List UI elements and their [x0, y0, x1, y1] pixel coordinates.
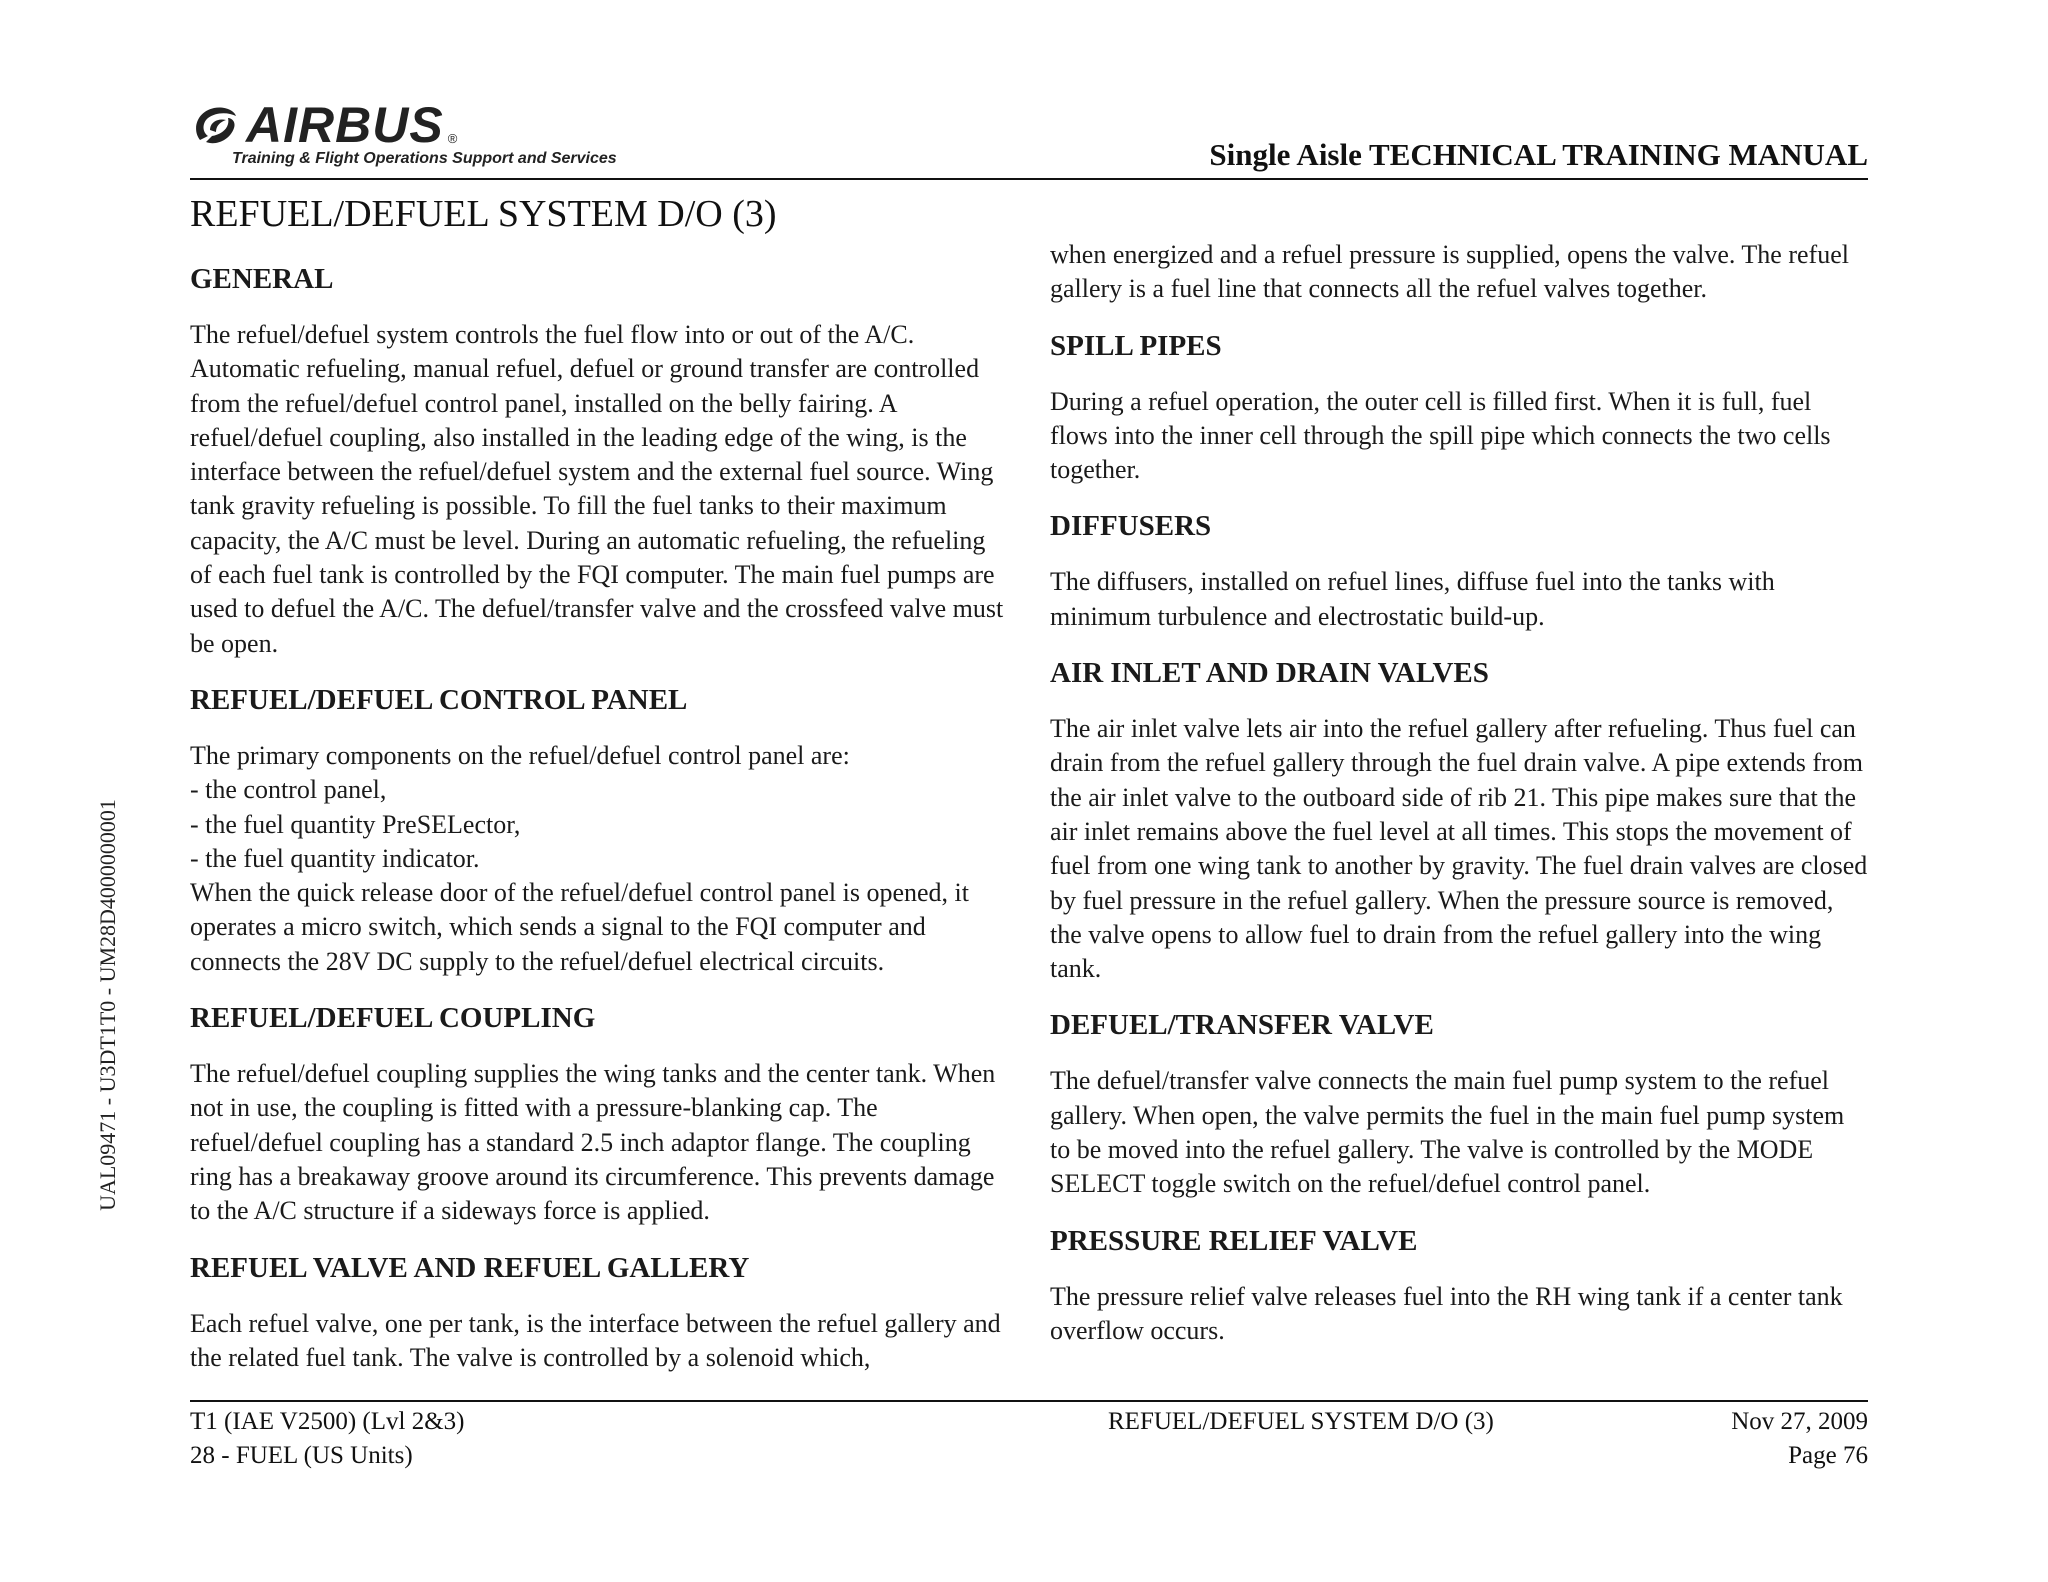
- control-panel-intro: The primary components on the refuel/defuel control panel are:: [190, 740, 850, 770]
- footer-page-number: Page 76: [1788, 1442, 1868, 1469]
- control-panel-text: When the quick release door of the refuel/defuel control panel is opened, it operates a micro switch, which sends a signal to the FQI computer and connects the 28V DC supply to the refuel/defuel electrical circuits.: [190, 878, 969, 976]
- right-column: [1050, 238, 1870, 1368]
- footer-divider: [190, 1400, 1868, 1402]
- section-heading-valve-gallery: REFUEL VALVE AND REFUEL GALLERY: [190, 1251, 750, 1284]
- list-item: - the fuel quantity PreSELector,: [190, 809, 521, 839]
- section-text-valve-gallery-continued: when energized and a refuel pressure is supplied, opens the valve. The refuel gallery is a fuel line that connects all the refuel valves together.: [1050, 240, 1849, 304]
- left-column: [190, 260, 1012, 1395]
- page-title: REFUEL/DEFUEL SYSTEM D/O (3): [190, 193, 777, 235]
- section-heading-defuel-valve: DEFUEL/TRANSFER VALVE: [1050, 1009, 1434, 1042]
- section-heading-pressure-relief: PRESSURE RELIEF VALVE: [1050, 1224, 1418, 1257]
- brand-wordmark: AIRBUS: [246, 97, 444, 153]
- brand-tagline: Training & Flight Operations Support and Services: [232, 150, 617, 167]
- section-text-general: The refuel/defuel system controls the fuel flow into or out of the A/C. Automatic refueling, manual refuel, defuel or ground transfer are controlled from the refuel/defuel control panel, installed on the belly fairing. A refuel/defuel coupling, also installed in the leading edge of the wing, is the interface between the refuel/defuel system and the external fuel source. Wing tank gravity refueling is possible. To fill the fuel tanks to their maximum capacity, the A/C must be level. During an automatic refueling, the refueling of each fuel tank is controlled by the FQI computer. The main fuel pumps are used to defuel the A/C. The defuel/transfer valve and the crossfeed valve must be open.: [190, 320, 1004, 658]
- footer-section-title: REFUEL/DEFUEL SYSTEM D/O (3): [1108, 1408, 1494, 1435]
- section-heading-general: GENERAL: [190, 263, 334, 295]
- section-heading-air-inlet: AIR INLET AND DRAIN VALVES: [1050, 657, 1489, 690]
- section-text-coupling: The refuel/defuel coupling supplies the wing tanks and the center tank. When not in use, the coupling is fitted with a pressure-blanking cap. The refuel/defuel coupling has a standard 2.5 inch adaptor flange. The coupling ring has a breakaway groove around its circumference. This prevents damage to the A/C structure if a sideways force is applied.: [190, 1059, 996, 1226]
- list-item: - the fuel quantity indicator.: [190, 843, 480, 873]
- section-text-spill-pipes: During a refuel operation, the outer cell is filled first. When it is full, fuel flows into the inner cell through the spill pipe which connects the two cells together.: [1050, 386, 1831, 485]
- header-divider: [190, 178, 1868, 180]
- document-code-text: UAL09471 - U3DT1T0 - UM28D4000000001: [95, 799, 120, 1211]
- section-text-defuel-valve: The defuel/transfer valve connects the main fuel pump system to the refuel gallery. When open, the valve permits the fuel in the main fuel pump system to be moved into the refuel gallery. The valve is controlled by the MODE SELECT toggle switch on the refuel/defuel control panel.: [1050, 1066, 1845, 1199]
- section-text-diffusers: The diffusers, installed on refuel lines, diffuse fuel into the tanks with minimum turbulence and electrostatic build-up.: [1050, 567, 1775, 631]
- footer-date: Nov 27, 2009: [1731, 1408, 1868, 1435]
- section-heading-diffusers: DIFFUSERS: [1050, 510, 1212, 543]
- footer-right: [1731, 1405, 1868, 1473]
- section-heading-coupling: REFUEL/DEFUEL COUPLING: [190, 1002, 596, 1035]
- section-heading-spill-pipes: SPILL PIPES: [1050, 329, 1222, 362]
- airbus-logo: [190, 97, 670, 170]
- list-item: - the control panel,: [190, 775, 387, 805]
- footer-left: [190, 1405, 465, 1473]
- manual-title: Single Aisle TECHNICAL TRAINING MANUAL: [1209, 137, 1868, 172]
- section-text-pressure-relief: The pressure relief valve releases fuel into the RH wing tank if a center tank overflow occurs.: [1050, 1281, 1843, 1345]
- control-panel-list: [190, 739, 1012, 979]
- footer-variant: T1 (IAE V2500) (Lvl 2&3): [190, 1408, 465, 1435]
- section-heading-control-panel: REFUEL/DEFUEL CONTROL PANEL: [190, 683, 688, 716]
- airbus-swirl-icon: [190, 102, 240, 148]
- footer-chapter: 28 - FUEL (US Units): [190, 1442, 413, 1469]
- section-text-air-inlet: The air inlet valve lets air into the refuel gallery after refueling. Thus fuel can drain from the refuel gallery through the fuel drain valve. A pipe extends from the air inlet valve to the outboard side of rib 21. This pipe makes sure that the air inlet remains above the fuel level at all times. This stops the movement of fuel from one wing tank to another by gravity. The fuel drain valves are closed by fuel pressure in the refuel gallery. When the pressure source is removed, the valve opens to allow fuel to drain from the refuel gallery into the wing tank.: [1050, 714, 1868, 984]
- registered-mark: ®: [447, 131, 458, 146]
- section-text-valve-gallery: Each refuel valve, one per tank, is the interface between the refuel gallery and the related fuel tank. The valve is controlled by a solenoid which,: [190, 1308, 1001, 1372]
